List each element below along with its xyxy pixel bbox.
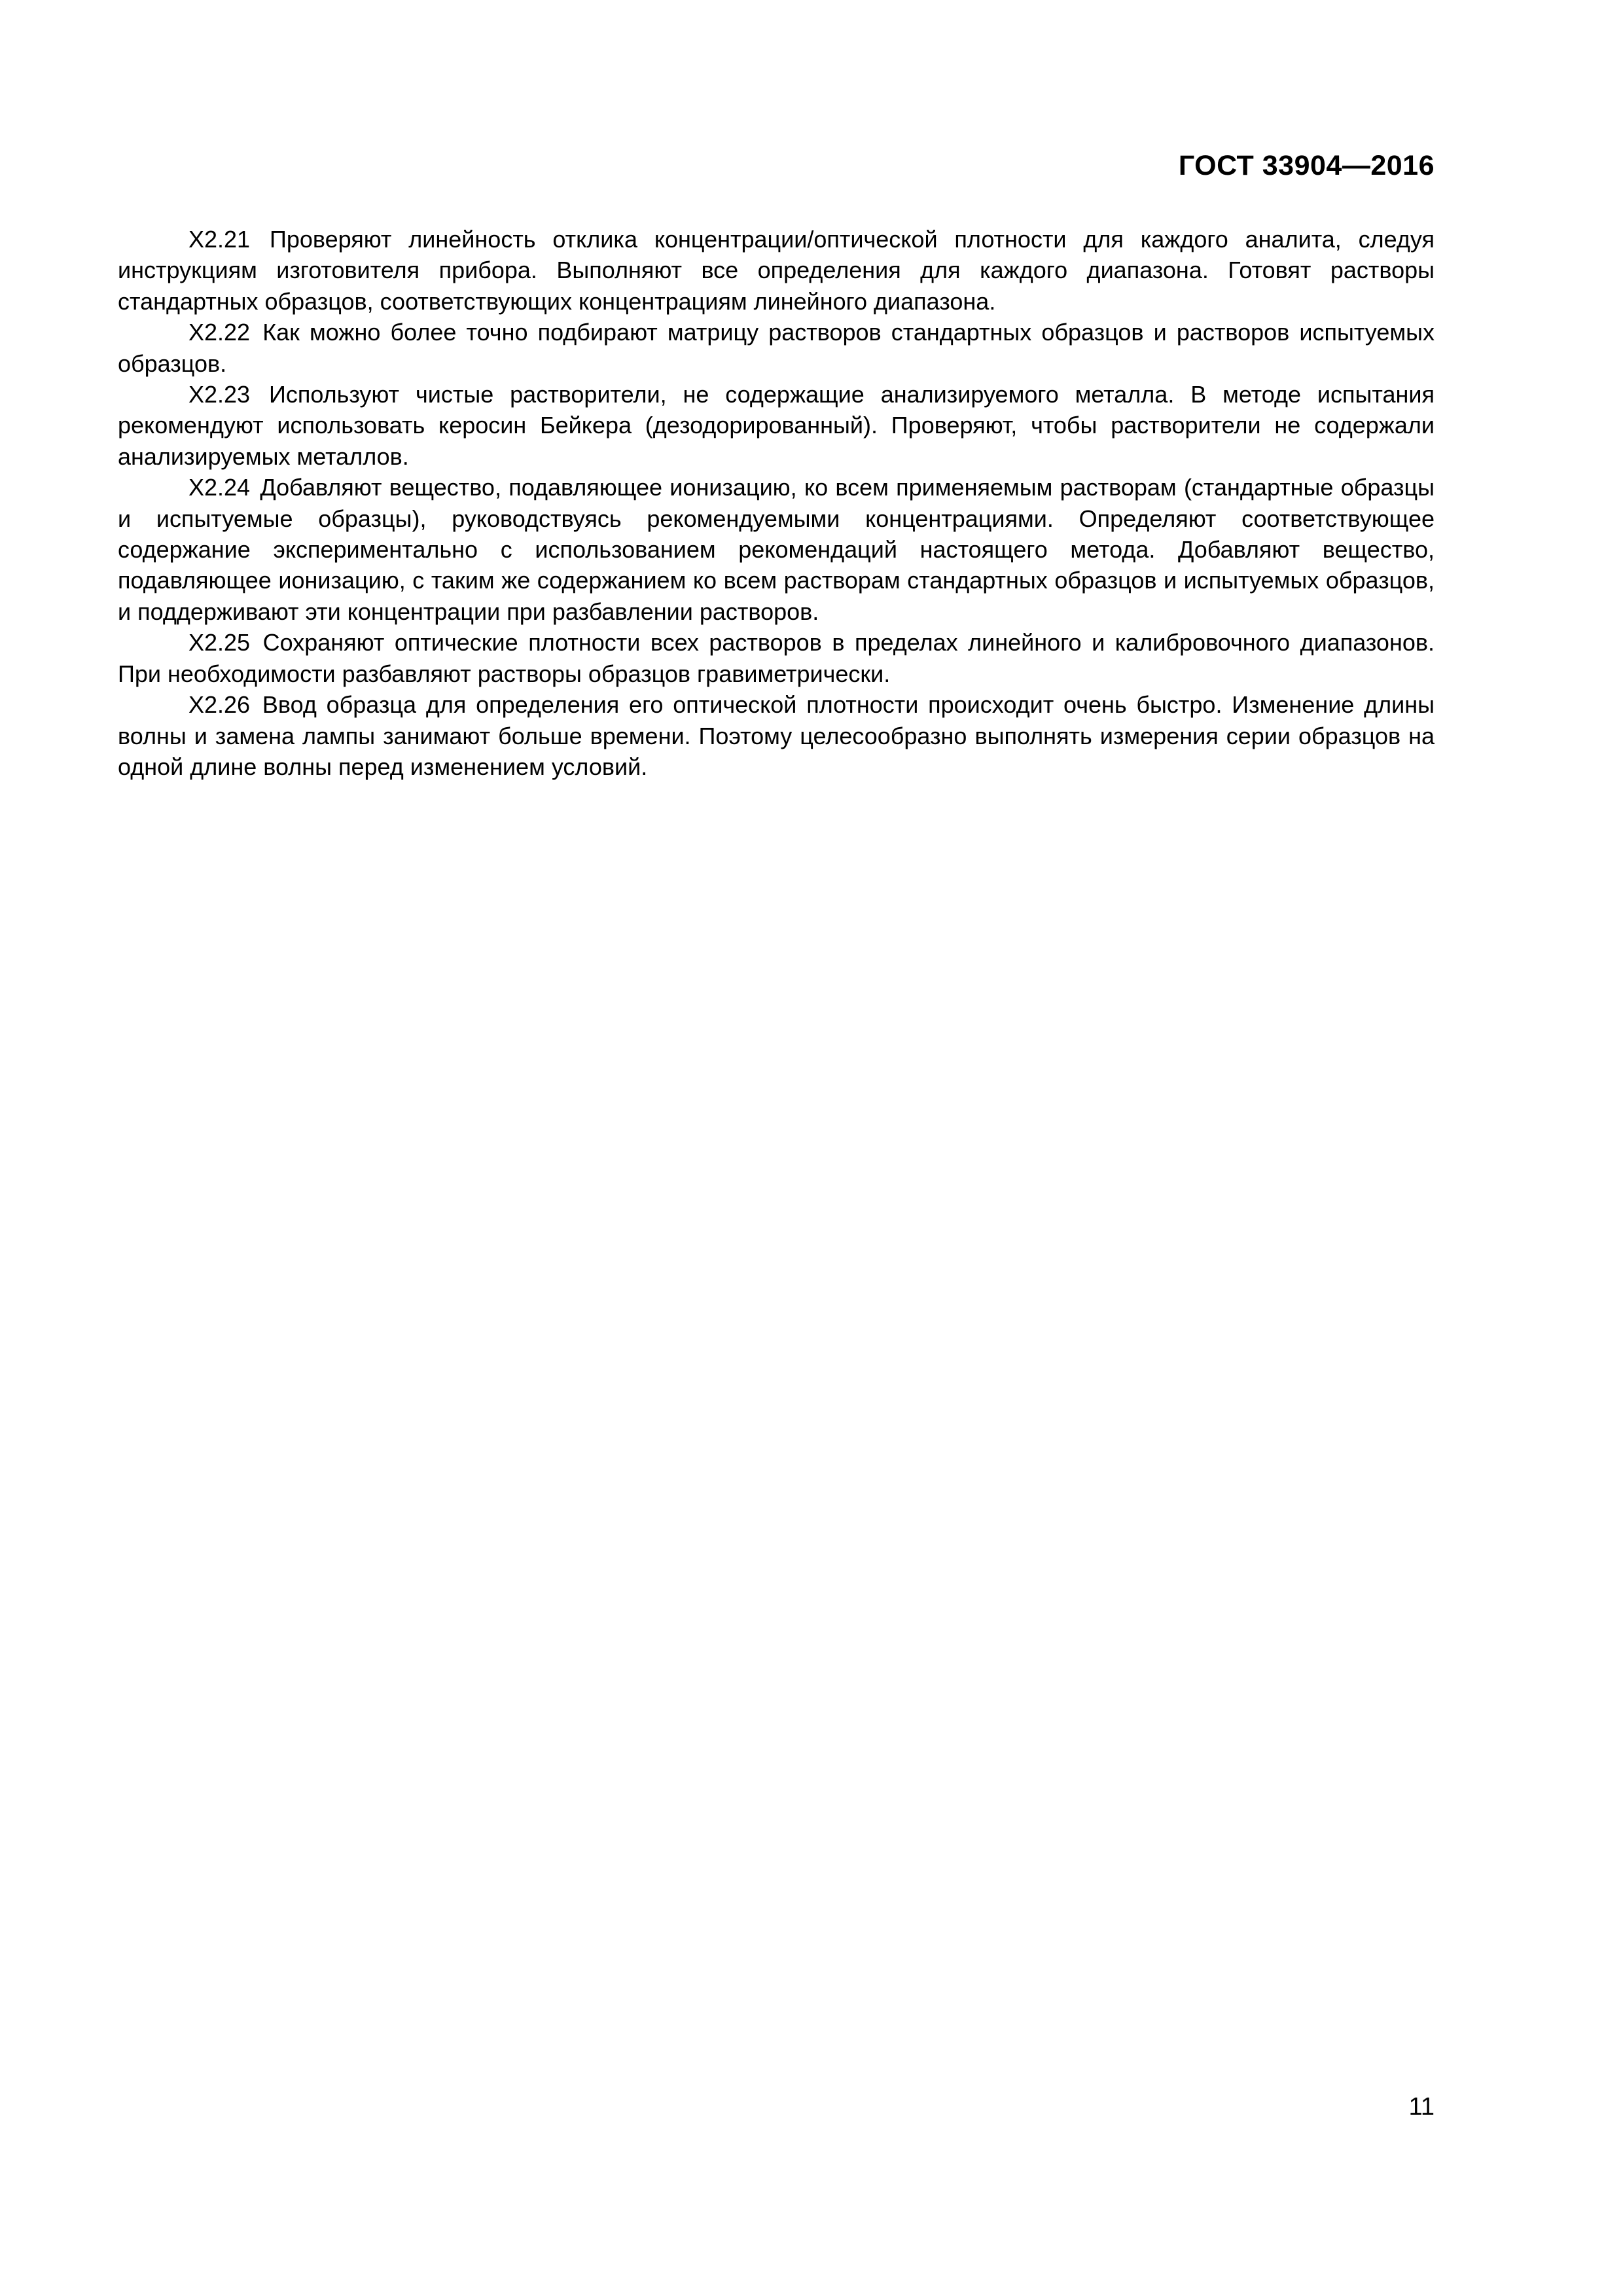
clause-text: Как можно более точно подбирают матрицу растворов стандартных образцов и растворов испытуемых образцов. [118,319,1435,377]
clause-number: X2.24 [188,474,251,501]
clause-x2-21 [118,224,1435,317]
clause-number: X2.25 [188,629,251,656]
clause-text: Используют чистые растворители, не содержащие анализируемого металла. В методе испытания рекомендуют использовать керосин Бейкера (дезодорированный). Проверяют, чтобы растворители не содержали анализируемых металлов. [118,381,1435,470]
clause-text: Сохраняют оптические плотности всех растворов в пределах линейного и калибровочного диапазонов. При необходимости разбавляют растворы образцов гравиметрически. [118,629,1435,687]
clause-number: X2.21 [188,226,251,253]
clause-x2-22 [118,317,1435,379]
clause-number: X2.26 [188,691,251,719]
clause-x2-24 [118,472,1435,627]
clause-number: X2.22 [188,319,251,346]
clause-text: Проверяют линейность отклика концентрации/оптической плотности для каждого аналита, следуя инструкциям изготовителя прибора. Выполняют все определения для каждого диапазона. Готовят растворы стандартных образцов, соответствующих концентрациям линейного диапазона. [118,226,1435,315]
clause-number: X2.23 [188,381,251,408]
document-body [118,224,1435,782]
standard-designation: ГОСТ 33904—2016 [1178,150,1435,181]
clause-x2-26 [118,689,1435,782]
clause-x2-25 [118,627,1435,689]
clause-text: Ввод образца для определения его оптической плотности происходит очень быстро. Изменение длины волны и замена лампы занимают больше времени. Поэтому целесообразно выполнять измерения серии образцов на одной длине волны перед изменением условий. [118,691,1435,780]
page-number: 11 [1408,2093,1435,2121]
clause-text: Добавляют вещество, подавляющее ионизацию, ко всем применяемым растворам (стандартные образцы и испытуемые образцы), руководствуясь рекомендуемыми концентрациями. Определяют соответствующее содержание экспериментально с использованием рекомендаций настоящего метода. Добавляют вещество, подавляющее ионизацию, с таким же содержанием ко всем растворам стандартных образцов и испытуемых образцов, и поддерживают эти концентрации при разбавлении растворов. [118,474,1435,625]
clause-x2-23 [118,379,1435,472]
